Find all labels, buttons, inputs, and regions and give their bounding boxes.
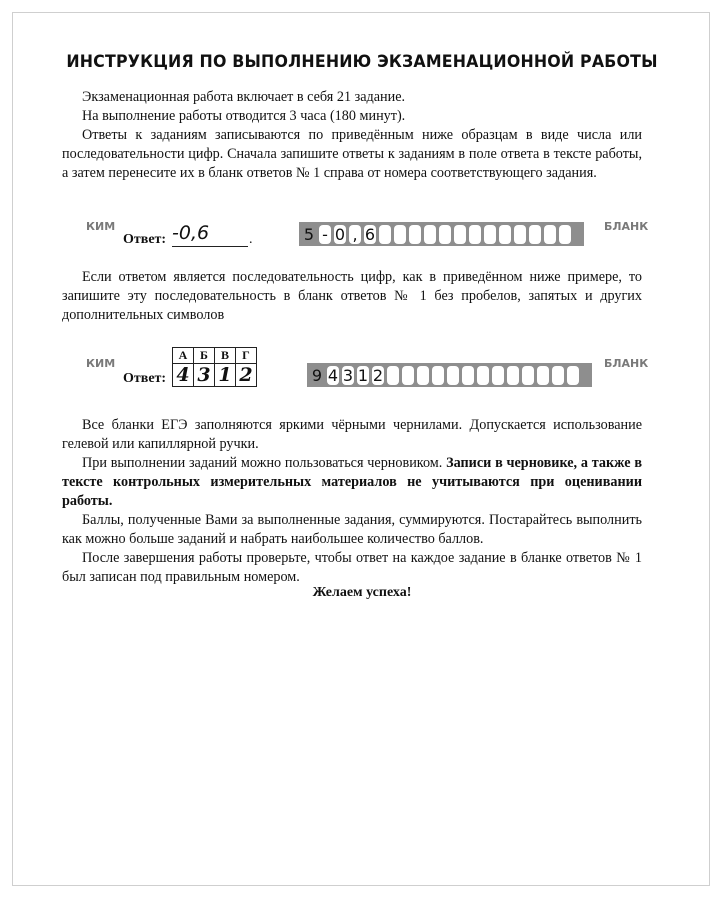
rule-2-bold: Записи в черновике, а также в тексте контрольных измерительных материалов не учитываются при оценивании работы. — [62, 455, 642, 509]
blank-cell: 0 — [334, 224, 346, 244]
blank-cell — [559, 225, 571, 244]
blank-cell — [439, 225, 451, 244]
blank-cell — [499, 225, 511, 244]
intro-line-1: Экзаменационная работа включает в себя 21 задание. — [82, 89, 406, 105]
blank-cell — [387, 366, 399, 385]
task-number-1: 5 — [303, 224, 315, 244]
sequence-text: Если ответом является последовательность цифр, как в приведённом ниже примере, то запишите эту последовательность в бланк ответов № 1 без пробелов, запятых и других дополнительных символов — [62, 269, 642, 323]
rule-1: Все бланки ЕГЭ заполняются яркими чёрными чернилами. Допускается использование гелевой или капиллярной ручки. — [62, 417, 642, 452]
blank-cell — [514, 225, 526, 244]
blank-cell — [402, 366, 414, 385]
blank-cell — [469, 225, 481, 244]
blank-cell — [379, 225, 391, 244]
blank-cell: 2 — [372, 365, 384, 385]
blank-cell — [529, 225, 541, 244]
abvg-header: Г — [236, 348, 257, 364]
blank-cell — [484, 225, 496, 244]
blank-cell — [417, 366, 429, 385]
sequence-instruction — [62, 268, 642, 325]
blank-cell — [544, 225, 556, 244]
blank-cell — [507, 366, 519, 385]
intro-line-2: На выполнение работы отводится 3 часа (180 минут). — [82, 108, 406, 124]
abvg-value: 1 — [215, 364, 236, 387]
blank-cell — [522, 366, 534, 385]
abvg-value: 3 — [194, 364, 215, 387]
answer-word-2: Ответ: — [123, 371, 167, 386]
rule-2 — [62, 454, 642, 511]
blank-label-2: БЛАНК — [604, 357, 649, 370]
closing-wish: Желаем успеха! — [312, 585, 412, 600]
blank-cell: - — [319, 225, 331, 244]
blank-cell: 6 — [364, 224, 376, 244]
blank-cell — [537, 366, 549, 385]
page-title: ИНСТРУКЦИЯ ПО ВЫПОЛНЕНИЮ ЭКЗАМЕНАЦИОННОЙ РАБОТЫ — [66, 52, 658, 72]
blank-cell: , — [349, 225, 361, 244]
answer-table-abvg — [172, 347, 257, 387]
abvg-value: 2 — [236, 364, 257, 387]
blank-cell — [432, 366, 444, 385]
rules-block — [62, 416, 642, 587]
rule-2-start: При выполнении заданий можно пользоваться черновиком. — [82, 455, 447, 471]
kim-label-1: КИМ — [86, 220, 116, 233]
blank-cell — [447, 366, 459, 385]
kim-label-2: КИМ — [86, 357, 116, 370]
blank-cell — [454, 225, 466, 244]
answer-word-1: Ответ: — [123, 232, 167, 247]
intro-block — [62, 88, 642, 183]
blank-cell: 4 — [327, 365, 339, 385]
abvg-header: Б — [194, 348, 215, 364]
abvg-header: В — [215, 348, 236, 364]
rule-4: После завершения работы проверьте, чтобы ответ на каждое задание в бланке ответов № 1 был записан под правильным номером. — [62, 550, 642, 585]
blank-cell — [567, 366, 579, 385]
blank-cell — [492, 366, 504, 385]
intro-line-3: Ответы к заданиям записываются по приведённым ниже образцам в виде числа или последовательности цифр. Сначала запишите ответы к заданиям в поле ответа в тексте работы, а затем перенесите их в бланк ответов № 1 справа от номера соответствующего задания. — [62, 127, 642, 181]
rule-3: Баллы, полученные Вами за выполненные задания, суммируются. Постарайтесь выполнить как можно больше заданий и набрать наибольшее количество баллов. — [62, 512, 642, 547]
blank-cell — [424, 225, 436, 244]
blank-cell — [552, 366, 564, 385]
answer-value-1: -0,6 — [172, 222, 210, 244]
task-number-2: 9 — [311, 365, 323, 385]
answer-blank-strip-1 — [299, 222, 584, 246]
answer-dot-1: . — [249, 232, 253, 247]
answer-blank-strip-2 — [307, 363, 592, 387]
abvg-value: 4 — [173, 364, 194, 387]
blank-label-1: БЛАНК — [604, 220, 649, 233]
blank-cell — [394, 225, 406, 244]
answer-underline-1 — [172, 246, 248, 247]
abvg-header: А — [173, 348, 194, 364]
blank-cell — [409, 225, 421, 244]
blank-cell: 3 — [342, 365, 354, 385]
blank-cell — [477, 366, 489, 385]
blank-cell: 1 — [357, 365, 369, 385]
blank-cell — [462, 366, 474, 385]
